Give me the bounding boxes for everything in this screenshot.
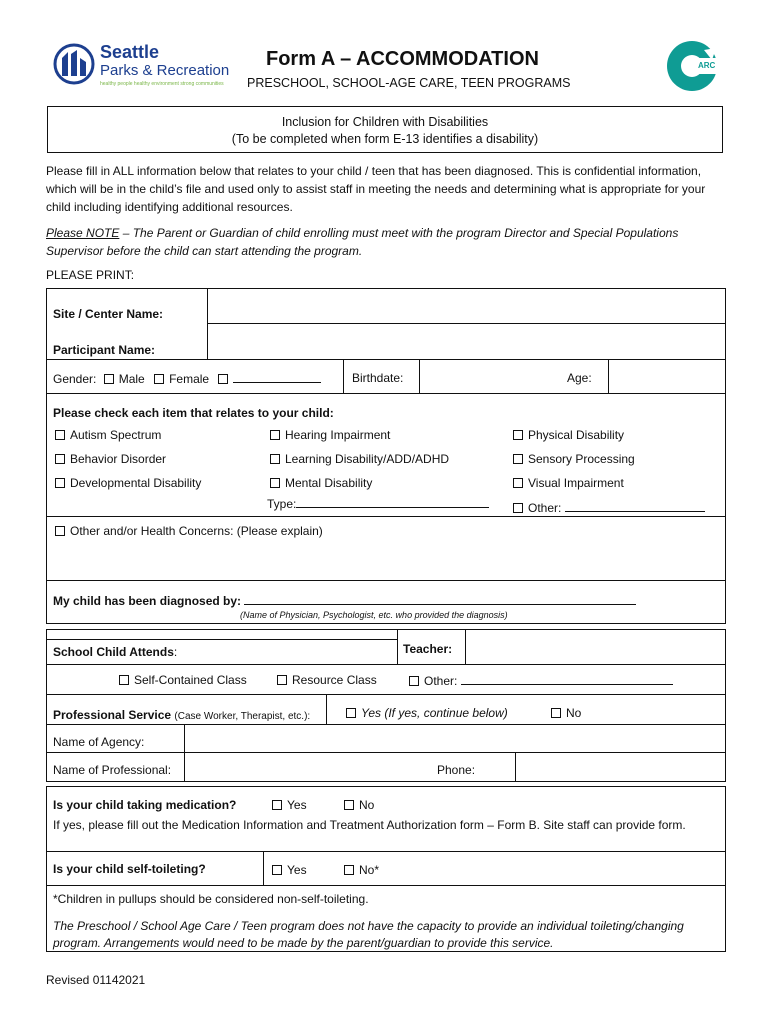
type-label: Type: bbox=[267, 497, 297, 511]
other-disability-label: Other: bbox=[528, 501, 562, 515]
prof-service-no-label: No bbox=[566, 706, 582, 720]
medication-question: Is your child taking medication? bbox=[53, 798, 237, 812]
gender-row bbox=[53, 371, 321, 386]
visual-impairment-checkbox[interactable] bbox=[513, 478, 523, 488]
type-field-row bbox=[267, 496, 489, 511]
developmental-disability-checkbox[interactable] bbox=[55, 478, 65, 488]
health-concerns-input[interactable] bbox=[48, 542, 724, 578]
toileting-no-label: No* bbox=[359, 863, 380, 877]
health-concerns-label: Other and/or Health Concerns: (Please explain) bbox=[70, 524, 323, 538]
gender-male-checkbox[interactable] bbox=[104, 374, 114, 384]
toileting-yes-item bbox=[272, 863, 307, 877]
arc-logo-text: ARC bbox=[698, 61, 716, 70]
toileting-no-checkbox[interactable] bbox=[344, 865, 354, 875]
note bbox=[46, 224, 726, 260]
intro-box bbox=[47, 106, 723, 153]
hearing-impairment-checkbox[interactable] bbox=[270, 430, 280, 440]
site-name-input[interactable] bbox=[208, 290, 724, 322]
please-print: PLEASE PRINT: bbox=[46, 268, 135, 282]
gender-female-checkbox[interactable] bbox=[154, 374, 164, 384]
hearing-impairment-item bbox=[270, 428, 390, 442]
mental-disability-checkbox[interactable] bbox=[270, 478, 280, 488]
developmental-disability-label: Developmental Disability bbox=[70, 476, 202, 490]
gender-other-field[interactable] bbox=[233, 371, 321, 383]
physical-disability-checkbox[interactable] bbox=[513, 430, 523, 440]
professional-label: Name of Professional: bbox=[53, 763, 172, 777]
prof-service-hint: (Case Worker, Therapist, etc.): bbox=[174, 711, 311, 722]
type-input[interactable] bbox=[296, 496, 489, 508]
medication-yes-label: Yes bbox=[287, 798, 307, 812]
diagnosed-by-label: My child has been diagnosed by: bbox=[53, 594, 242, 608]
medication-yes-checkbox[interactable] bbox=[272, 800, 282, 810]
self-contained-label: Self-Contained Class bbox=[134, 673, 247, 687]
developmental-disability-item bbox=[55, 476, 201, 490]
visual-impairment-item bbox=[513, 476, 624, 490]
diagnosed-by-input[interactable] bbox=[244, 593, 636, 605]
physical-disability-item bbox=[513, 428, 624, 442]
health-concerns-item bbox=[55, 524, 323, 538]
gender-male-label: Male bbox=[118, 372, 145, 386]
prof-service-no-item bbox=[551, 706, 581, 720]
medication-no-label: No bbox=[359, 798, 375, 812]
resource-class-checkbox[interactable] bbox=[277, 675, 287, 685]
phone-input[interactable] bbox=[517, 753, 724, 780]
agency-input[interactable] bbox=[186, 725, 724, 751]
prof-service-yes-item bbox=[346, 706, 508, 720]
resource-class-item bbox=[277, 673, 377, 687]
form-subtitle: PRESCHOOL, SCHOOL-AGE CARE, TEEN PROGRAMS bbox=[247, 76, 571, 90]
participant-name-input[interactable] bbox=[208, 324, 724, 358]
sensory-processing-label: Sensory Processing bbox=[528, 452, 635, 466]
program-note: The Preschool / School Age Care / Teen program does not have the capacity to provide an individual toileting/changing program. Arrangements would need to be made by the parent/guardian to provide this service. bbox=[53, 919, 684, 950]
intro-box-line1: Inclusion for Children with Disabilities bbox=[281, 115, 489, 129]
note-label: Please NOTE bbox=[46, 226, 120, 240]
logo-tagline: healthy people healthy environment strong communities bbox=[100, 81, 224, 87]
toileting-yes-checkbox[interactable] bbox=[272, 865, 282, 875]
school-other-label: Other: bbox=[424, 674, 458, 688]
prof-service-label: Professional Service bbox=[53, 708, 172, 722]
mental-disability-label: Mental Disability bbox=[285, 476, 373, 490]
other-disability-input[interactable] bbox=[565, 500, 705, 512]
autism-spectrum-label: Autism Spectrum bbox=[70, 428, 162, 442]
intro-box-line2: (To be completed when form E-13 identifies a disability) bbox=[231, 132, 539, 146]
school-other-checkbox[interactable] bbox=[409, 676, 419, 686]
participant-name-label: Participant Name: bbox=[53, 343, 156, 357]
arc-logo bbox=[666, 40, 718, 92]
health-concerns-checkbox[interactable] bbox=[55, 526, 65, 536]
toileting-question: Is your child self-toileting? bbox=[53, 862, 206, 876]
check-heading: Please check each item that relates to your child: bbox=[53, 406, 334, 420]
autism-spectrum-checkbox[interactable] bbox=[55, 430, 65, 440]
teacher-label: Teacher: bbox=[403, 642, 453, 656]
sensory-processing-item bbox=[513, 452, 635, 466]
hearing-impairment-label: Hearing Impairment bbox=[285, 428, 391, 442]
school-label-colon: : bbox=[173, 645, 178, 659]
revised-date: Revised 01142021 bbox=[46, 973, 146, 987]
self-contained-checkbox[interactable] bbox=[119, 675, 129, 685]
school-label-row bbox=[53, 645, 177, 659]
behavior-disorder-checkbox[interactable] bbox=[55, 454, 65, 464]
prof-service-yes-checkbox[interactable] bbox=[346, 708, 356, 718]
gender-female-label: Female bbox=[169, 372, 210, 386]
seattle-parks-logo bbox=[52, 42, 242, 92]
mental-disability-item bbox=[270, 476, 372, 490]
toileting-no-item bbox=[344, 863, 379, 877]
resource-class-label: Resource Class bbox=[292, 673, 377, 687]
medication-note: If yes, please fill out the Medication Information and Treatment Authorization form – Form B. Site staff can provide form. bbox=[53, 818, 686, 832]
pullups-note: *Children in pullups should be considered non-self-toileting. bbox=[53, 892, 369, 906]
school-input[interactable] bbox=[160, 640, 396, 662]
note-text: – The Parent or Guardian of child enrolling must meet with the program Director and Special Populations Supervisor before the child can start attending the program. bbox=[46, 226, 679, 258]
behavior-disorder-label: Behavior Disorder bbox=[70, 452, 167, 466]
seattle-parks-emblem-icon bbox=[52, 42, 96, 86]
self-contained-item bbox=[119, 673, 247, 687]
learning-disability-checkbox[interactable] bbox=[270, 454, 280, 464]
toileting-yes-label: Yes bbox=[287, 863, 307, 877]
visual-impairment-label: Visual Impairment bbox=[528, 476, 624, 490]
professional-input[interactable] bbox=[186, 753, 432, 780]
prof-service-no-checkbox[interactable] bbox=[551, 708, 561, 718]
school-other-item bbox=[409, 673, 673, 688]
physical-disability-label: Physical Disability bbox=[528, 428, 625, 442]
gender-other-checkbox[interactable] bbox=[218, 374, 228, 384]
age-input[interactable] bbox=[609, 360, 723, 392]
learning-disability-item bbox=[270, 452, 449, 466]
medication-no-checkbox[interactable] bbox=[344, 800, 354, 810]
logo-name-line1: Seattle bbox=[100, 42, 160, 62]
other-disability-checkbox[interactable] bbox=[513, 503, 523, 513]
school-label: School Child Attends bbox=[53, 645, 174, 659]
medication-yes-item bbox=[272, 798, 307, 812]
prof-service-yes-label: Yes (If yes, continue below) bbox=[361, 706, 508, 720]
diagnosed-by-hint: (Name of Physician, Psychologist, etc. who provided the diagnosis) bbox=[240, 610, 508, 620]
prof-service-row bbox=[53, 708, 310, 722]
sensory-processing-checkbox[interactable] bbox=[513, 454, 523, 464]
logo-name-line2: Parks & Recreation bbox=[100, 62, 230, 79]
intro-text: Please fill in ALL information below that relates to your child / teen that has been diagnosed. This is confidential information, which will be in the child’s file and used only to assist staff in meeting the needs and determining what is appropriate for your child including identifying additional resources. bbox=[46, 164, 706, 214]
site-name-label: Site / Center Name: bbox=[53, 307, 164, 321]
learning-disability-label: Learning Disability/ADD/ADHD bbox=[285, 452, 450, 466]
teacher-input[interactable] bbox=[466, 631, 724, 662]
phone-label: Phone: bbox=[437, 763, 476, 777]
age-label: Age: bbox=[567, 371, 592, 385]
agency-label: Name of Agency: bbox=[53, 735, 145, 749]
diagnosed-by-row bbox=[53, 593, 636, 608]
medication-no-item bbox=[344, 798, 374, 812]
other-disability-item bbox=[513, 500, 705, 515]
form-title: Form A – ACCOMMODATION bbox=[266, 48, 539, 70]
behavior-disorder-item bbox=[55, 452, 166, 466]
autism-spectrum-item bbox=[55, 428, 161, 442]
birthdate-label: Birthdate: bbox=[352, 371, 404, 385]
school-other-input[interactable] bbox=[461, 673, 673, 685]
gender-label: Gender: bbox=[53, 372, 97, 386]
